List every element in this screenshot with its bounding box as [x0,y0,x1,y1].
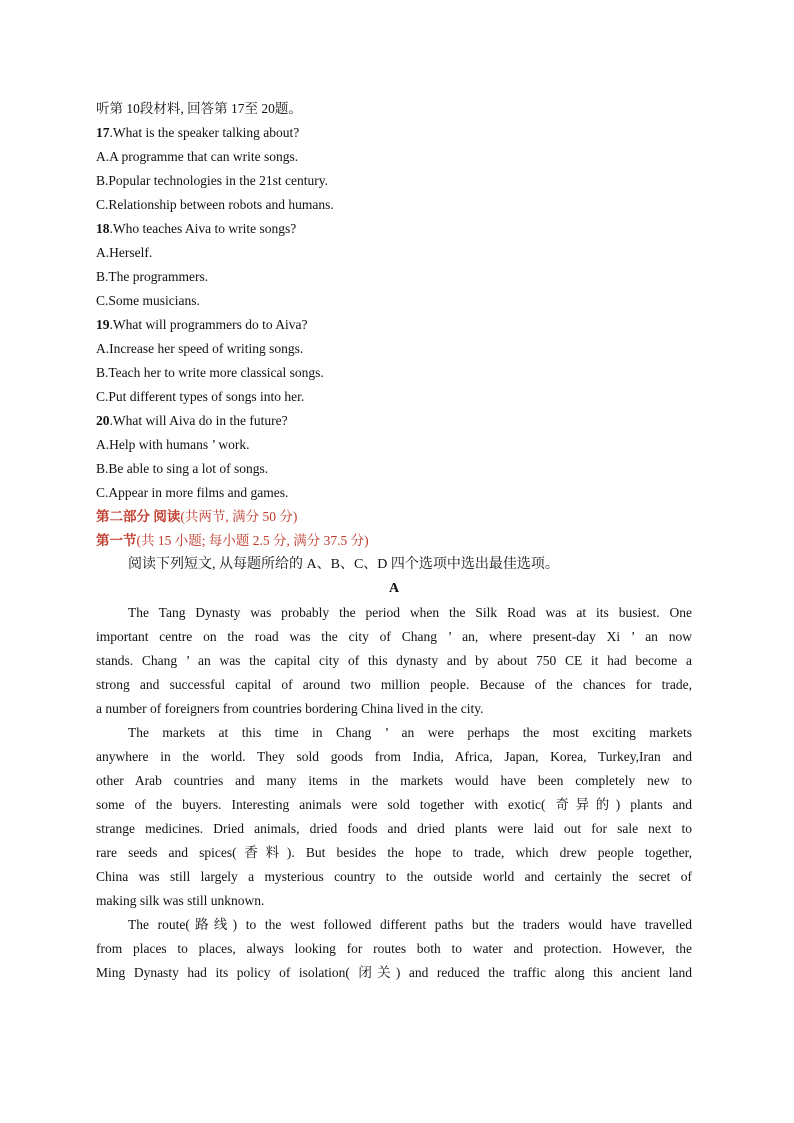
paragraph-line: making silk was still unknown. [96,893,265,908]
paragraph-line: from places to places, always looking for routes both to water and protection. However, the [96,941,692,956]
passage-paragraph-3 [96,913,692,985]
question-number: 18 [96,221,110,236]
question-text: .What will programmers do to Aiva? [109,317,308,332]
section1-note: (共 15 小题; 每小题 2.5 分, 满分 37.5 分) [136,533,369,548]
paragraph-line: important centre on the road was the city of Chang ’ an, where present-day Xi ’ an now [96,629,692,644]
part2-heading [96,505,692,529]
option-c: C.Appear in more films and games. [96,485,289,500]
question-stem [96,217,692,241]
question-20 [96,409,692,505]
paragraph-line: some of the buyers. Interesting animals were sold together with exotic( 奇异的) plants and [96,797,692,812]
document-content [96,97,692,985]
paragraph-line: strong and successful capital of around two million people. Because of the chances for trade, [96,677,692,692]
option-a: A.Increase her speed of writing songs. [96,341,304,356]
paragraph-line: China was still largely a mysterious country to the outside world and certainly the secret of [96,869,692,884]
question-17 [96,121,692,217]
question-stem [96,313,692,337]
paragraph-line: rare seeds and spices(香料). But besides the hope to trade, which drew people together, [96,845,692,860]
paragraph-line: a number of foreigners from countries bordering China lived in the city. [96,701,484,716]
option-c: C.Put different types of songs into her. [96,389,305,404]
paragraph-line: stands. Chang ’ an was the capital city of this dynasty and by about 750 CE it had become a [96,653,692,668]
question-number: 19 [96,317,110,332]
part2-title: 第二部分 阅读 [96,509,181,524]
option-a: A.Help with humans ’ work. [96,437,250,452]
paragraph-line: The markets at this time in Chang ’ an were perhaps the most exciting markets [128,725,692,740]
question-text: .What is the speaker talking about? [109,125,300,140]
option-b: B.The programmers. [96,269,209,284]
listening-intro: 听第 10段材料, 回答第 17至 20题。 [96,101,302,116]
question-19 [96,313,692,409]
passage-paragraph-1 [96,601,692,721]
option-b: B.Teach her to write more classical songs. [96,365,324,380]
option-a: A.A programme that can write songs. [96,149,299,164]
option-c: C.Relationship between robots and humans. [96,197,334,212]
paragraph-line: other Arab countries and many items in the markets would have been completely new to [96,773,692,788]
paragraph-line: anywhere in the world. They sold goods from India, Africa, Japan, Korea, Turkey,Iran and [96,749,692,764]
reading-instruction: 阅读下列短文, 从每题所给的 A、B、C、D 四个选项中选出最佳选项。 [128,557,559,572]
option-c: C.Some musicians. [96,293,200,308]
paragraph-line: Ming Dynasty had its policy of isolation( 闭关) and reduced the traffic along this ancient land [96,965,692,980]
question-18 [96,217,692,313]
part2-note: (共两节, 满分 50 分) [180,509,298,524]
question-stem [96,121,692,145]
question-stem [96,409,692,433]
option-b: B.Be able to sing a lot of songs. [96,461,269,476]
question-text: .What will Aiva do in the future? [109,413,288,428]
passage-paragraph-2 [96,721,692,913]
passage-title: A [388,581,400,596]
option-a: A.Herself. [96,245,153,260]
question-text: .Who teaches Aiva to write songs? [109,221,297,236]
question-number: 20 [96,413,110,428]
paragraph-line: strange medicines. Dried animals, dried foods and dried plants were laid out for sale next to [96,821,692,836]
option-b: B.Popular technologies in the 21st century. [96,173,328,188]
section1-title: 第一节 [96,533,137,548]
question-number: 17 [96,125,110,140]
paragraph-line: The route(路线) to the west followed different paths but the traders would have travelled [128,917,692,932]
section1-heading [96,529,692,553]
paragraph-line: The Tang Dynasty was probably the period when the Silk Road was at its busiest. One [128,605,692,620]
